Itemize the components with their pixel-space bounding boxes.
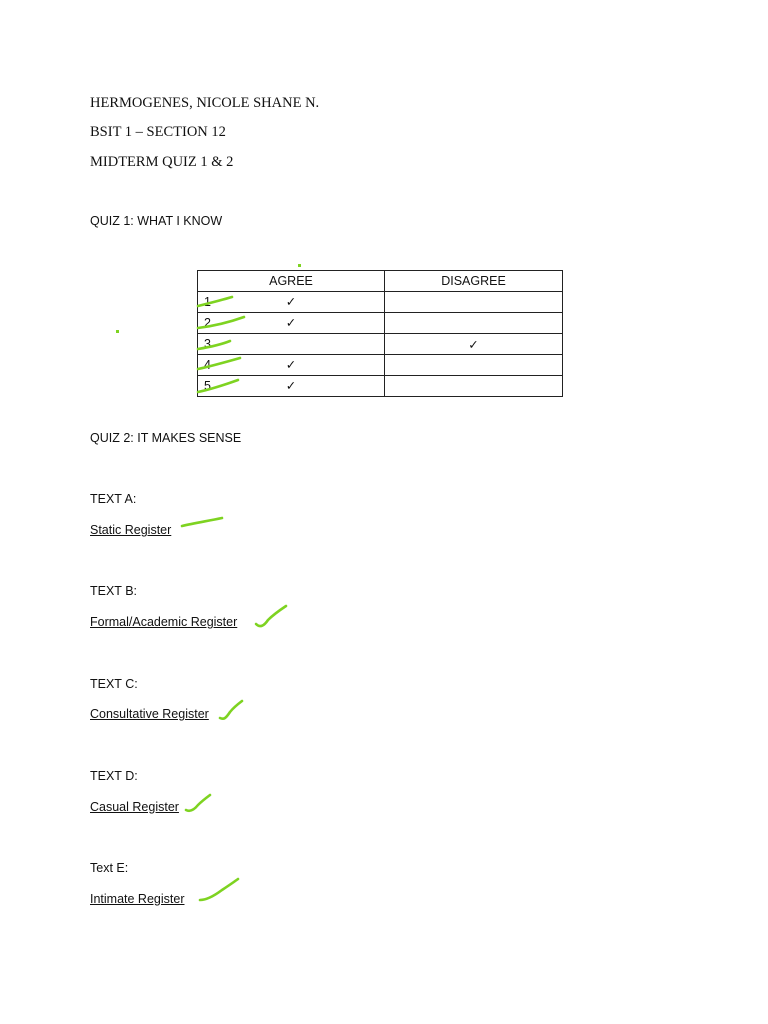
text-a-label: TEXT A: [90, 492, 137, 506]
disagree-cell [385, 376, 563, 397]
exam-title: MIDTERM QUIZ 1 & 2 [90, 154, 234, 170]
quiz1-title: QUIZ 1: WHAT I KNOW [90, 214, 223, 228]
grading-check-icon [196, 377, 242, 397]
grading-check-icon [216, 698, 248, 724]
disagree-cell [385, 355, 563, 376]
text-b-answer: Formal/Academic Register [90, 615, 238, 629]
item-number: 3 [204, 337, 211, 351]
disagree-cell [385, 313, 563, 334]
table-row [198, 292, 563, 313]
text-e-label: Text E: [90, 861, 129, 875]
text-e-answer: Intimate Register [90, 892, 185, 906]
table-row [198, 355, 563, 376]
grading-check-icon [196, 294, 236, 312]
course-section: BSIT 1 – SECTION 12 [90, 124, 226, 140]
text-a-answer: Static Register [90, 523, 172, 537]
item-number: 1 [204, 295, 211, 309]
grading-check-icon [252, 602, 292, 630]
text-c-label: TEXT C: [90, 677, 138, 691]
table-row [198, 376, 563, 397]
column-header-agree: AGREE [198, 271, 385, 292]
grading-check-icon [196, 337, 236, 355]
text-d-label: TEXT D: [90, 769, 138, 783]
quiz1-answer-table [197, 270, 563, 397]
grading-check-icon [196, 876, 244, 906]
text-d-answer: Casual Register [90, 800, 179, 814]
grading-check-icon [182, 792, 216, 816]
table-header-row [198, 271, 563, 292]
grading-check-icon [180, 514, 226, 530]
student-name: HERMOGENES, NICOLE SHANE N. [90, 95, 320, 111]
ink-dot [298, 264, 301, 267]
disagree-cell: ✓ [385, 334, 563, 355]
grading-check-icon [196, 314, 248, 334]
check-mark: ✓ [285, 295, 297, 309]
check-mark: ✓ [285, 316, 297, 330]
check-mark: ✓ [285, 358, 297, 372]
item-number: 2 [204, 316, 211, 330]
item-number: 4 [204, 358, 211, 372]
text-b-label: TEXT B: [90, 584, 138, 598]
table-row [198, 334, 563, 355]
quiz2-title: QUIZ 2: IT MAKES SENSE [90, 431, 242, 445]
text-c-answer: Consultative Register [90, 707, 209, 721]
check-mark: ✓ [285, 379, 297, 393]
ink-dot [116, 330, 119, 333]
grading-check-icon [196, 355, 244, 375]
item-number: 5 [204, 379, 211, 393]
column-header-disagree: DISAGREE [385, 271, 563, 292]
table-row [198, 313, 563, 334]
disagree-cell [385, 292, 563, 313]
